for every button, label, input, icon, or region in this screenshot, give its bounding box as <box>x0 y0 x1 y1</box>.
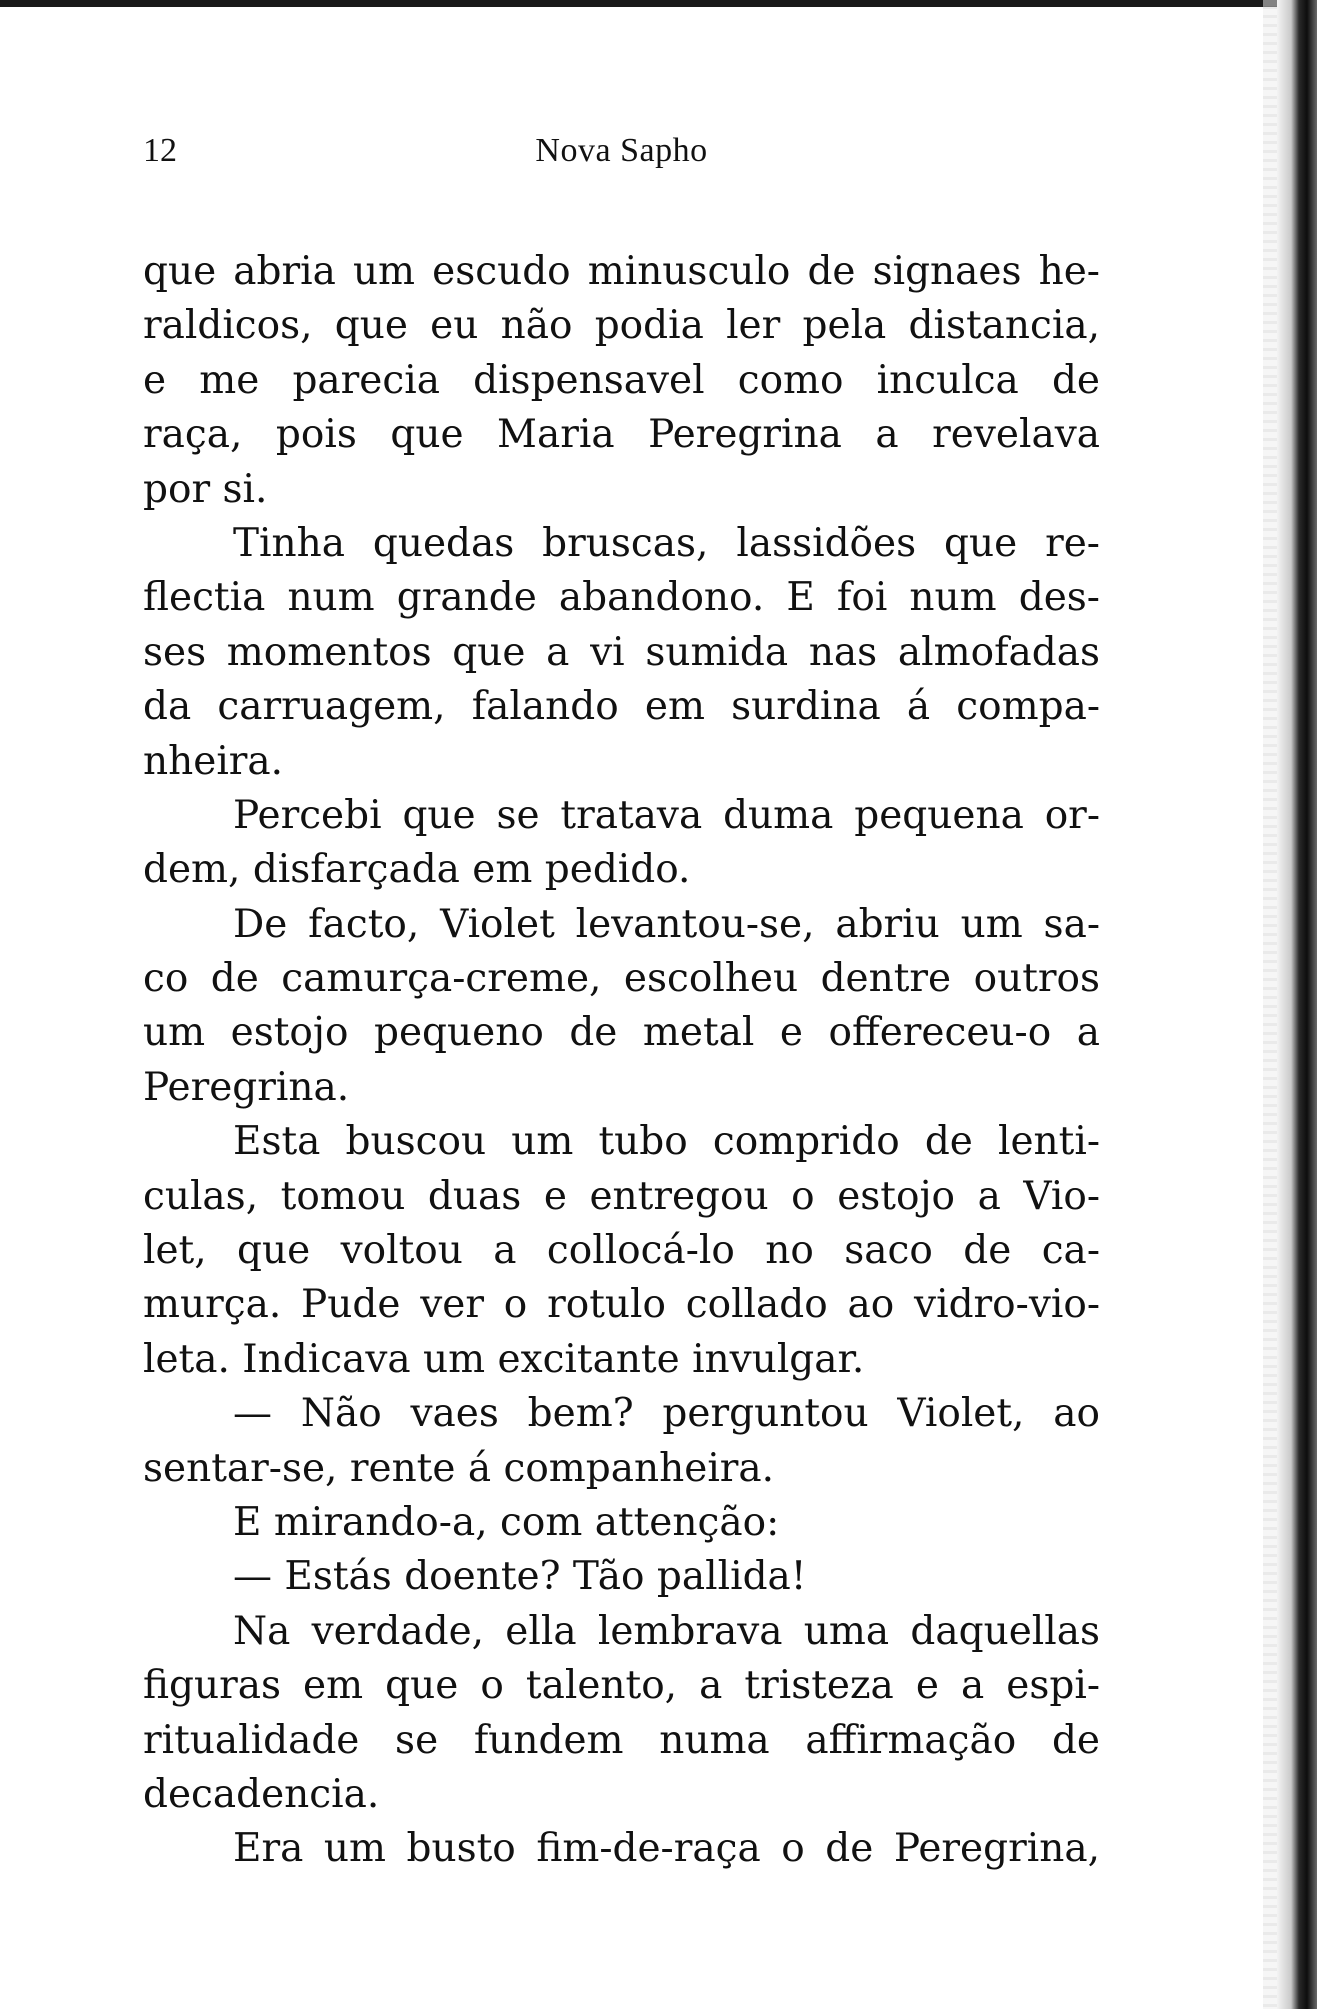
text-line: flectia num grande abandono. E foi num des- <box>143 575 1100 621</box>
body-text <box>143 245 1100 1877</box>
text-line: da carruagem, falando em surdina á compa- <box>143 684 1100 730</box>
text-line: raça, pois que Maria Peregrina a revelava <box>143 412 1100 458</box>
text-line: por si. <box>143 466 268 512</box>
text-line: Peregrina. <box>143 1064 350 1110</box>
text-line: que abria um escudo minusculo de signaes he- <box>143 249 1100 294</box>
page-number: 12 <box>143 132 177 169</box>
text-line: nheira. <box>143 738 284 784</box>
page-edge-shadow <box>1263 0 1277 2009</box>
text-line: dem, disfarçada em pedido. <box>143 847 691 893</box>
text-line: murça. Pude ver o rotulo collado ao vidro-vio- <box>143 1282 1100 1328</box>
text-line: — Não vaes bem? perguntou Violet, ao <box>233 1391 1100 1437</box>
text-line: let, que voltou a collocá-lo no saco de ca- <box>143 1228 1100 1274</box>
text-line: E mirando-a, com attenção: <box>233 1499 780 1545</box>
text-line: De facto, Violet levantou-se, abriu um sa- <box>233 901 1100 947</box>
text-line: e me parecia dispensavel como inculca de <box>143 357 1100 403</box>
text-line: figuras em que o talento, a tristeza e a espi- <box>143 1663 1100 1709</box>
text-line: um estojo pequeno de metal e offereceu-o a <box>143 1010 1100 1056</box>
text-line: Percebi que se tratava duma pequena or- <box>233 792 1100 838</box>
text-line: ses momentos que a vi sumida nas almofadas <box>143 629 1100 675</box>
running-title: Nova Sapho <box>535 132 708 169</box>
text-line: sentar-se, rente á companheira. <box>143 1445 775 1491</box>
text-line: leta. Indicava um excitante invulgar. <box>143 1336 865 1382</box>
text-line: ritualidade se fundem numa affirmação de <box>143 1717 1100 1763</box>
text-line: Esta buscou um tubo comprido de lenti- <box>233 1119 1100 1165</box>
text-line: decadencia. <box>143 1771 380 1817</box>
book-spine-shadow <box>1277 0 1317 2009</box>
text-line: Na verdade, ella lembrava uma daquellas <box>233 1608 1100 1654</box>
text-line: — Estás doente? Tão pallida! <box>233 1554 807 1600</box>
text-line: culas, tomou duas e entregou o estojo a Vio- <box>143 1173 1100 1219</box>
text-line: raldicos, que eu não podia ler pela distancia, <box>143 303 1100 349</box>
top-page-edge <box>0 0 1317 7</box>
text-line: co de camurça-creme, escolheu dentre outros <box>143 956 1100 1002</box>
text-line: Era um busto fim-de-raça o de Peregrina, <box>233 1826 1100 1872</box>
page-header <box>143 132 1100 182</box>
text-line: Tinha quedas bruscas, lassidões que re- <box>233 520 1100 566</box>
